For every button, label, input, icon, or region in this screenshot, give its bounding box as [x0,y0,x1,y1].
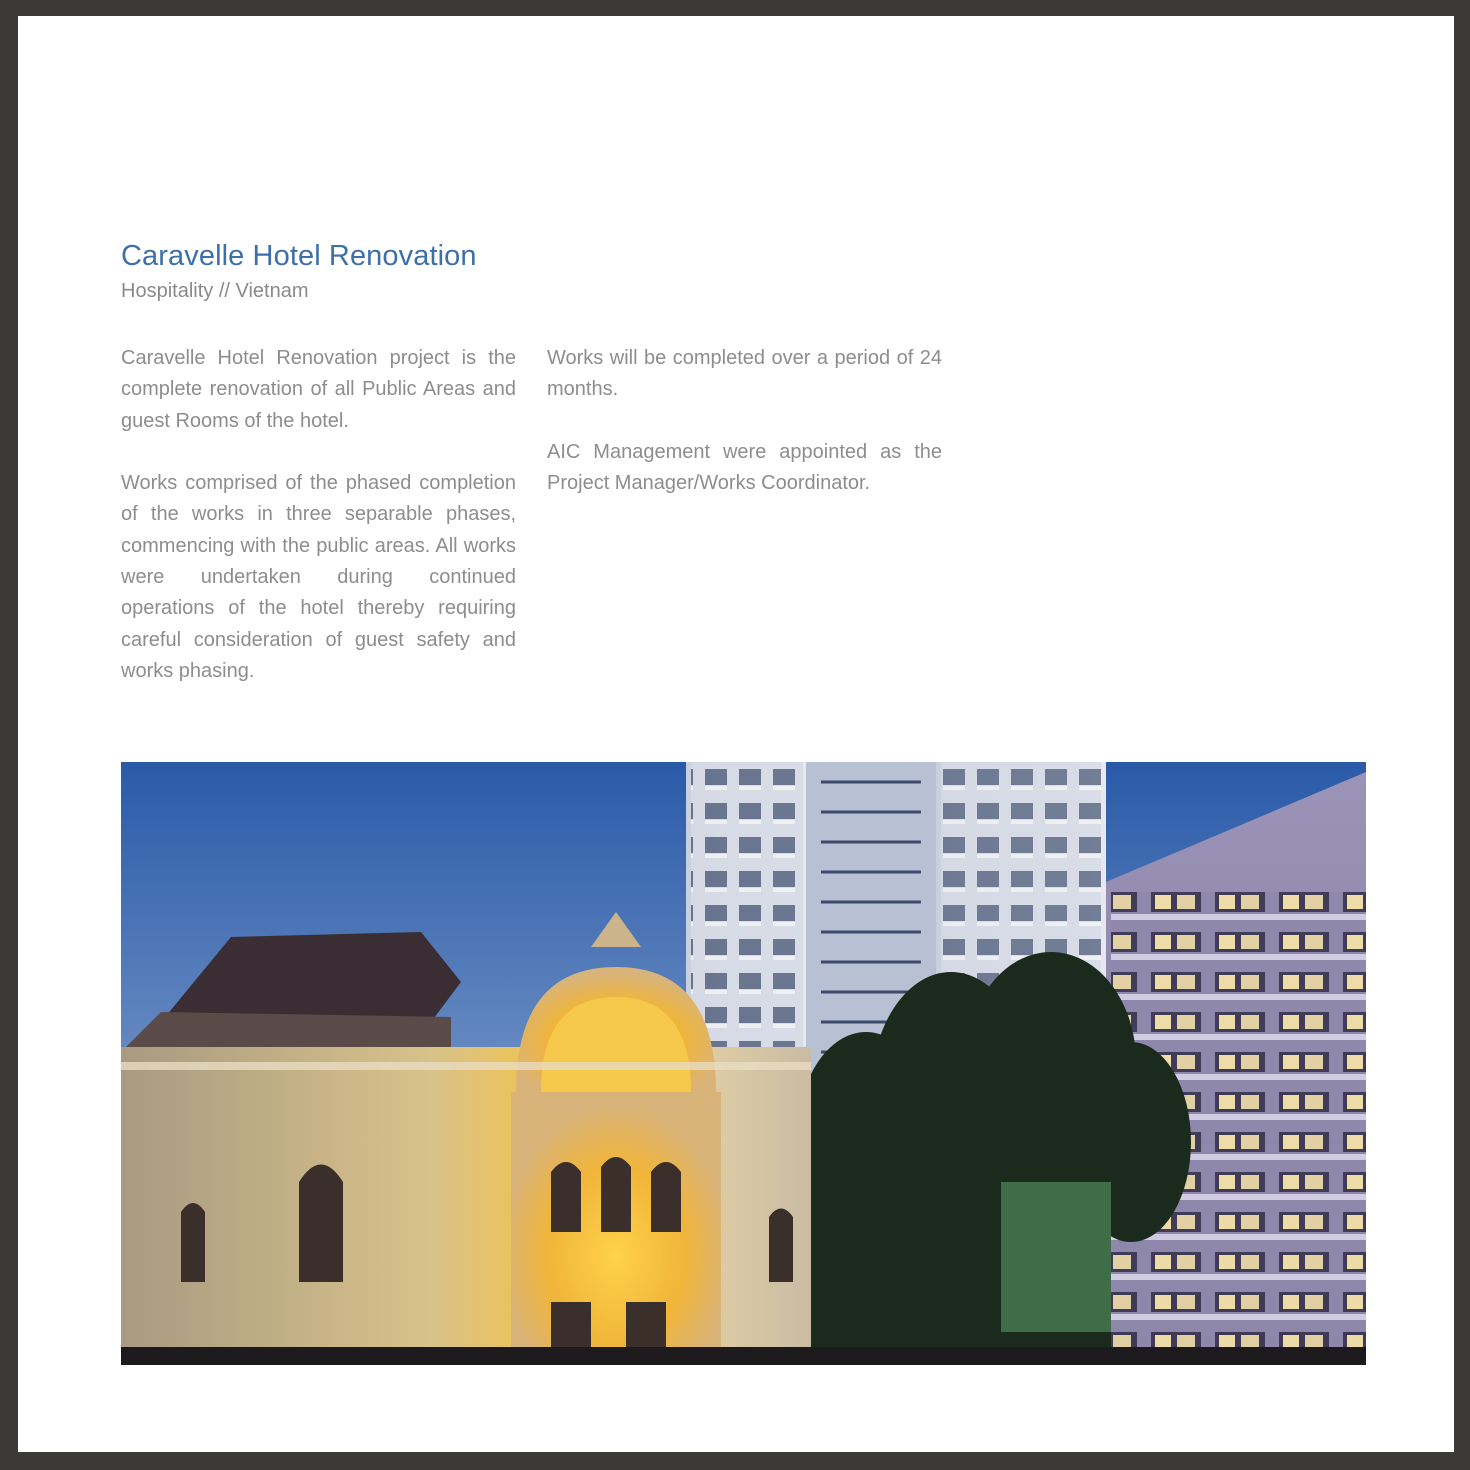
description-column-right [547,343,942,531]
paragraph: AIC Management were appointed as the Project Manager/Works Coordinator. [547,440,942,495]
project-subtitle: Hospitality // Vietnam [121,280,309,302]
document-page [18,16,1454,1452]
paragraph: Works will be completed over a period of 24 months. [547,347,942,401]
hotel-night-photo [121,762,1366,1365]
description-column-left [121,343,516,719]
project-title: Caravelle Hotel Renovation [121,240,477,272]
paragraph: Works comprised of the phased completion of the works in three separable phases, commencing with the public areas. All works were undertaken during continued operations of the hotel thereby requiring careful consideration of guest safety and works phasing. [121,472,516,682]
paragraph: Caravelle Hotel Renovation project is the complete renovation of all Public Areas and guest Rooms of the hotel. [121,347,516,432]
